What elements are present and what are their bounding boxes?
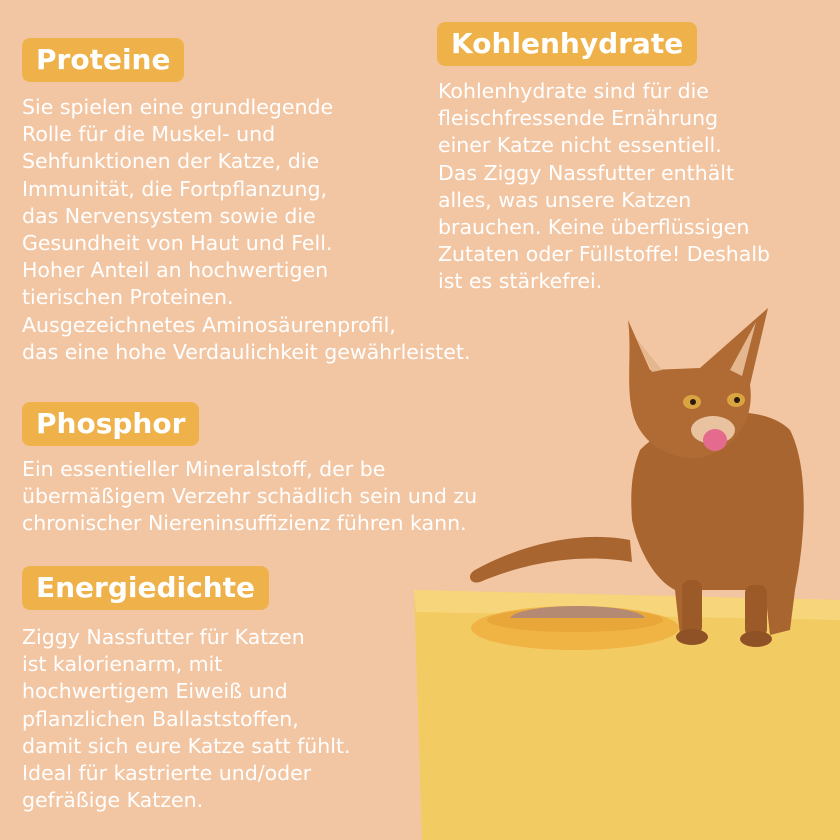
energiedichte-heading: Energiedichte: [22, 566, 269, 610]
kohlenhydrate-text: Kohlenhydrate sind für die fleischfressende Ernährung einer Katze nicht essentiell. Das Ziggy Nassfutter enthält alles, was unsere Katzen brauchen. Keine überflüssigen Zutaten oder Füllstoffe! Deshalb ist es stärkefrei.: [438, 79, 771, 294]
cat-tail-icon: [470, 537, 632, 583]
proteine-heading: Proteine: [22, 38, 184, 82]
phosphor-heading: Phosphor: [22, 402, 199, 446]
food-bowl-icon: [471, 606, 679, 650]
cat-illustration: [400, 290, 840, 840]
phosphor-text: Ein essentieller Mineralstoff, der be übermäßigem Verzehr schädlich sein und zu chronischer Niereninsuffizienz führen kann.: [22, 457, 478, 536]
kohlenhydrate-heading: Kohlenhydrate: [437, 22, 697, 66]
energiedichte-text: Ziggy Nassfutter für Katzen ist kalorienarm, mit hochwertigem Eiweiß und pflanzlichen Ballaststoffen, damit sich eure Katze satt fühlt. Ideal für kastrierte und/oder gefräßige Katzen.: [22, 625, 351, 813]
proteine-text: Sie spielen eine grundlegende Rolle für die Muskel- und Sehfunktionen der Katze, die Immunität, die Fortpflanzung, das Nervensystem sowie die Gesundheit von Haut und Fell. Hoher Anteil an hochwertigen tierischen Proteinen. Ausgezeichnetes Aminosäurenprofil, das eine hohe Verdaulichkeit gewährleistet.: [22, 95, 471, 364]
